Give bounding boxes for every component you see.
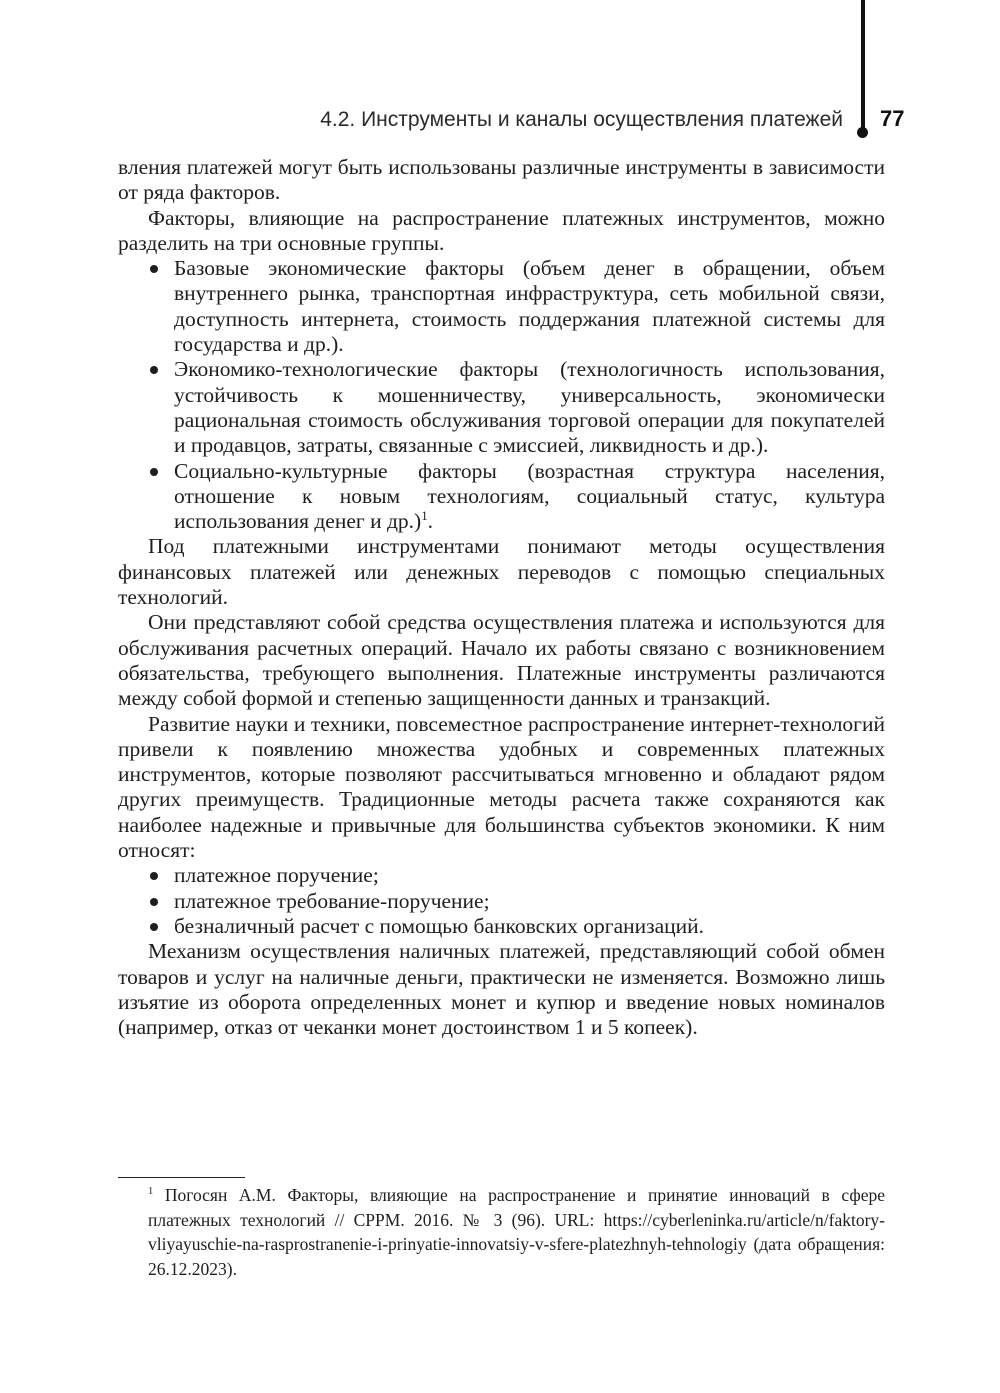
paragraph-continuation: вления платежей могут быть использованы различные инструменты в зависимости от ряда факторов.	[118, 155, 885, 205]
paragraph-purpose: Они представляют собой средства осуществления платежа и используются для обслуживания расчетных операций. Начало их работы связано с возникновением обязательства, требующего выполнения. Платежные инструменты различаются между собой формой и степенью защищенности данных и транзакций.	[118, 610, 885, 711]
footnote-reference[interactable]: 1	[421, 509, 428, 523]
header-rule-dot	[857, 127, 868, 138]
paragraph-factors-intro: Факторы, влияющие на распространение платежных инструментов, можно разделить на три основные группы.	[118, 205, 885, 255]
list-item-text: Экономико-технологические факторы (технологичность использования, устойчивость к мошенничеству, универсальность, экономически рациональная стоимость обслуживания торговой операции для покупателей и продавцов, затраты, связанные с эмиссией, ликвидность и др.).	[174, 357, 885, 458]
list-item	[174, 914, 885, 939]
footnote-body	[118, 1183, 885, 1281]
footnote	[118, 1183, 885, 1281]
main-text	[118, 155, 885, 1040]
factors-list	[118, 256, 885, 534]
list-item	[174, 256, 885, 357]
list-item	[174, 357, 885, 458]
list-item-text: Социально-культурные факторы (возрастная структура населения, отношение к новым технологиям, социальный статус, культура использования денег и др.)	[174, 458, 885, 534]
list-item-text: платежное требование-поручение;	[174, 888, 490, 913]
list-item	[174, 863, 885, 888]
footnote-text: Погосян А.М. Факторы, влияющие на распространение и принятие инноваций в сфере платежных технологий // СРРМ. 2016. № 3 (96). URL: https://cyberleninka.ru/article/n/faktory-vliyayuschie-na-rasprostranenie-i-prinyatie-innovatsiy-v-sfere-platezhnyh-tehnologiy (дата обращения: 26.12.2023).	[148, 1185, 886, 1279]
header-vertical-rule	[861, 0, 865, 133]
traditional-methods-list	[118, 863, 885, 939]
footnote-separator	[118, 1177, 245, 1178]
paragraph-cash-mechanism: Механизм осуществления наличных платежей, представляющий собой обмен товаров и услуг на наличные деньги, практически не изменяется. Возможно лишь изъятие из оборота определенных монет и купюр и введение новых номиналов (например, отказ от чеканки монет достоинством 1 и 5 копеек).	[118, 939, 885, 1040]
page-number: 77	[880, 106, 905, 131]
list-item: Социально-культурные факторы (возрастная структура населения, отношение к новым технологиям, социальный статус, культура использования денег и др.)$^1$.	[174, 458, 885, 534]
paragraph-definition: Под платежными инструментами понимают методы осуществления финансовых платежей или денежных переводов с помощью специальных технологий.	[118, 534, 885, 610]
list-item-text: безналичный расчет с помощью банковских организаций.	[174, 913, 705, 938]
list-item-text: Базовые экономические факторы (объем денег в обращении, объем внутреннего рынка, транспортная инфраструктура, сеть мобильной связи, доступность интернета, стоимость поддержания платежной системы для государства и др.).	[174, 256, 885, 357]
paragraph-development: Развитие науки и техники, повсеместное распространение интернет-технологий привели к появлению множества удобных и современных платежных инструментов, которые позволяют рассчитываться мгновенно и обладают рядом других преимуществ. Традиционные методы расчета также сохраняются как наиболее надежные и привычные для большинства субъектов экономики. К ним относят:	[118, 711, 885, 863]
footnote-marker: 1	[148, 1186, 154, 1198]
list-item-text: платежное поручение;	[174, 863, 379, 888]
running-title: 4.2. Инструменты и каналы осуществления платежей	[320, 108, 843, 131]
list-item	[174, 889, 885, 914]
